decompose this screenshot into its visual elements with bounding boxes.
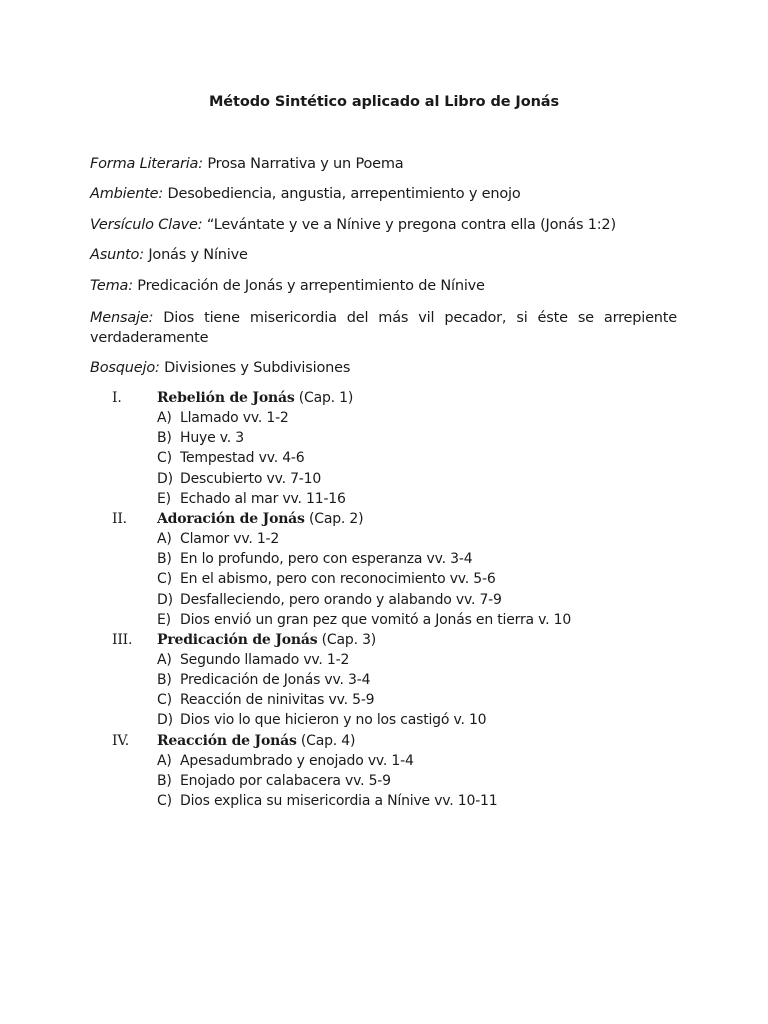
outline-item	[0, 670, 768, 690]
item-text: Enojado por calabacera vv. 5-9	[180, 772, 391, 789]
item-letter: D)	[157, 591, 173, 608]
item-text: Predicación de Jonás vv. 3-4	[180, 672, 371, 689]
item-text: Huye v. 3	[180, 430, 244, 447]
field-label: Ambiente:	[90, 186, 164, 202]
item-text: Descubierto vv. 7-10	[180, 470, 322, 487]
section-numeral: IV.	[112, 732, 130, 749]
field-label: Versículo Clave:	[90, 217, 203, 233]
section-heading-text	[157, 388, 353, 408]
outline-item	[0, 751, 768, 771]
item-text: Llamado vv. 1-2	[180, 410, 289, 426]
field-mensaje	[90, 308, 677, 348]
section-title: Adoración de Jonás	[157, 510, 305, 527]
section-numeral: I.	[112, 390, 122, 406]
item-letter: A)	[157, 752, 172, 769]
outline-item	[0, 650, 768, 670]
outline-item	[0, 489, 768, 509]
item-text: En lo profundo, pero con esperanza vv. 3-4	[180, 551, 473, 568]
section-chapter: (Cap. 2)	[304, 510, 364, 527]
section-numeral: III.	[112, 631, 133, 648]
field-label: Forma Literaria:	[90, 156, 203, 172]
item-text: Dios explica su misericordia a Nínive vv. 10-11	[180, 793, 498, 809]
outline-item	[0, 428, 768, 448]
field-value: Predicación de Jonás y arrepentimiento de Nínive	[132, 278, 485, 294]
item-text: Reacción de ninivitas vv. 5-9	[180, 692, 375, 709]
outline-item	[0, 610, 768, 630]
item-letter: B)	[157, 772, 172, 789]
item-text: Apesadumbrado y enojado vv. 1-4	[180, 752, 414, 769]
field-value: Dios tiene misericordia del más vil pecador, si éste se arrepiente verdaderamente	[90, 310, 677, 346]
field-forma-literaria	[90, 154, 677, 174]
item-text: Tempestad vv. 4-6	[180, 450, 305, 467]
field-ambiente	[90, 184, 677, 204]
item-letter: D)	[157, 470, 173, 487]
page-title: Método Sintético aplicado al Libro de Jonás	[208, 94, 560, 110]
outline-item	[0, 569, 768, 589]
field-label: Tema:	[90, 278, 133, 294]
section-chapter: (Cap. 1)	[294, 390, 354, 406]
outline-item	[0, 710, 768, 730]
item-text: Desfalleciendo, pero orando y alabando vv. 7-9	[180, 591, 502, 608]
item-letter: A)	[157, 651, 172, 668]
field-label: Mensaje:	[90, 310, 154, 326]
section-numeral: II.	[112, 510, 127, 527]
item-letter: A)	[157, 410, 172, 426]
outline-item	[0, 690, 768, 710]
item-letter: B)	[157, 430, 172, 447]
outline-item	[0, 771, 768, 791]
item-letter: D)	[157, 712, 173, 729]
item-text: Dios vio lo que hicieron y no los castigó v. 10	[180, 712, 487, 729]
item-letter: C)	[157, 571, 172, 588]
field-value: Divisiones y Subdivisiones	[159, 360, 351, 376]
field-value: Prosa Narrativa y un Poema	[202, 156, 404, 172]
item-letter: C)	[157, 692, 172, 709]
outline	[0, 388, 768, 811]
outline-item	[0, 549, 768, 569]
outline-section-heading	[0, 509, 768, 529]
item-letter: E)	[157, 611, 171, 628]
item-letter: A)	[157, 530, 172, 547]
field-label: Bosquejo:	[90, 360, 160, 376]
section-heading-text	[157, 509, 363, 529]
outline-item	[0, 529, 768, 549]
section-heading-text	[157, 630, 376, 650]
field-asunto	[90, 245, 677, 265]
field-value: Jonás y Nínive	[143, 247, 248, 263]
field-tema	[90, 276, 677, 296]
field-versiculo-clave	[90, 215, 677, 235]
outline-item	[0, 791, 768, 811]
item-letter: E)	[157, 490, 171, 507]
outline-item	[0, 448, 768, 468]
outline-section-heading	[0, 630, 768, 650]
item-letter: B)	[157, 672, 172, 689]
section-chapter: (Cap. 4)	[296, 732, 356, 749]
item-text: Dios envió un gran pez que vomitó a Jonás en tierra v. 10	[180, 611, 572, 628]
item-letter: C)	[157, 793, 172, 809]
item-letter: C)	[157, 450, 172, 467]
section-title: Rebelión de Jonás	[157, 390, 295, 406]
item-text: Echado al mar vv. 11-16	[180, 490, 346, 507]
item-text: Clamor vv. 1-2	[180, 530, 280, 547]
section-title: Predicación de Jonás	[157, 631, 318, 648]
item-text: Segundo llamado vv. 1-2	[180, 651, 350, 668]
outline-section-heading	[0, 731, 768, 751]
outline-item	[0, 590, 768, 610]
field-label: Asunto:	[90, 247, 144, 263]
outline-item	[0, 408, 768, 428]
outline-item	[0, 469, 768, 489]
section-title: Reacción de Jonás	[157, 732, 297, 749]
field-value: Desobediencia, angustia, arrepentimiento y enojo	[163, 186, 521, 202]
section-chapter: (Cap. 3)	[317, 631, 377, 648]
field-value: “Levántate y ve a Nínive y pregona contra ella (Jonás 1:2)	[202, 217, 616, 233]
field-bosquejo	[90, 358, 677, 378]
outline-section-heading	[0, 388, 768, 408]
item-text: En el abismo, pero con reconocimiento vv. 5-6	[180, 571, 496, 588]
item-letter: B)	[157, 551, 172, 568]
section-heading-text	[157, 731, 355, 751]
